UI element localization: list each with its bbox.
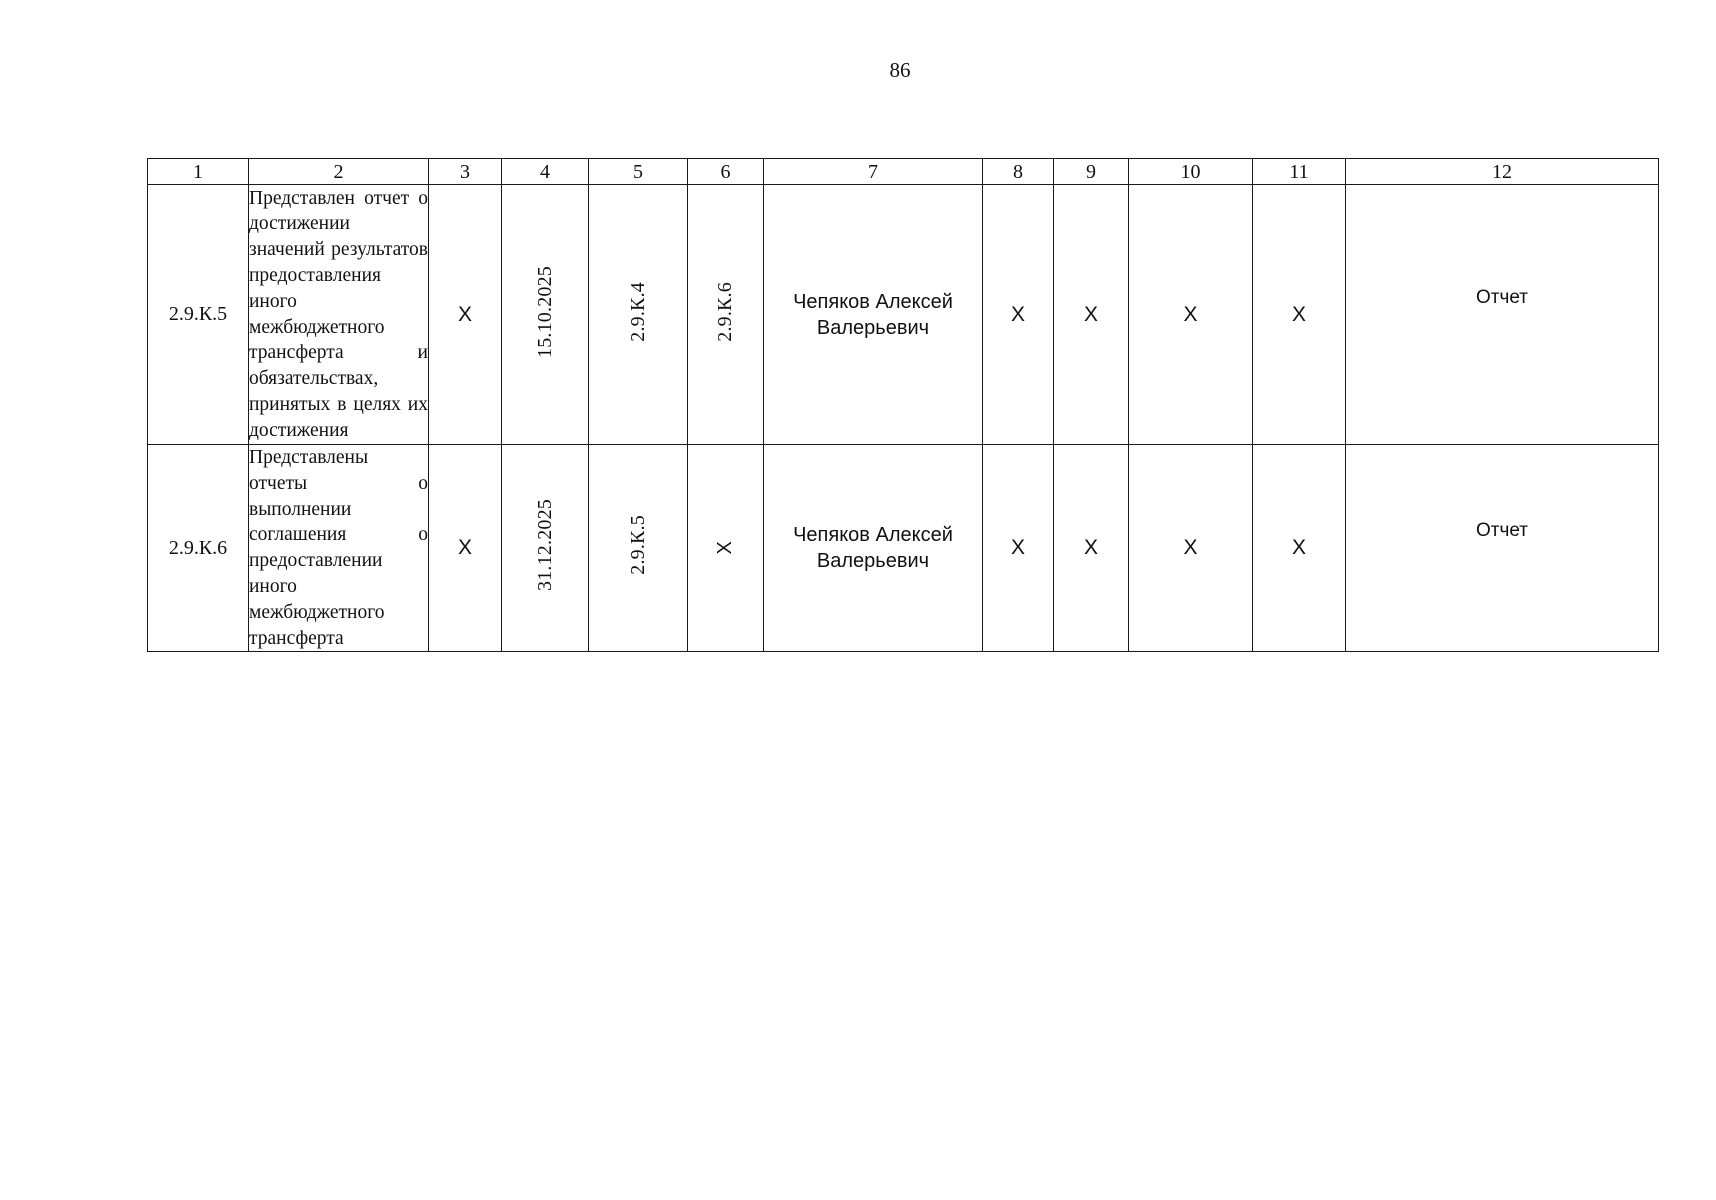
table-row bbox=[148, 185, 1659, 445]
description-text: Представлен отчет о достижении значений результатов предоставления иного межбюджетного трансферта и обязательствах, принятых в целях их достижения bbox=[249, 187, 428, 441]
page-number: 86 bbox=[889, 58, 911, 82]
table-row bbox=[148, 445, 1659, 652]
column-number: 1 bbox=[148, 159, 249, 185]
date-cell bbox=[502, 185, 589, 445]
date-cell bbox=[502, 445, 589, 652]
x-mark: Х bbox=[1253, 445, 1346, 652]
x-mark: Х bbox=[429, 185, 502, 445]
column-number: 2 bbox=[249, 159, 429, 185]
column-number: 5 bbox=[589, 159, 688, 185]
description-text: Представлены отчеты о выполнении соглашения о предоставлении иного межбюджетного трансферта bbox=[249, 447, 428, 649]
responsible-person: Чепяков Алексей Валерьевич bbox=[764, 445, 983, 652]
responsible-person: Чепяков Алексей Валерьевич bbox=[764, 185, 983, 445]
predecessor-code: 2.9.К.5 bbox=[626, 515, 649, 576]
successor-cell bbox=[688, 185, 764, 445]
successor-code: Х bbox=[714, 540, 736, 555]
x-mark: Х bbox=[983, 445, 1054, 652]
plan-table bbox=[147, 158, 1659, 652]
column-number-row bbox=[148, 159, 1659, 185]
x-mark: Х bbox=[983, 185, 1054, 445]
due-date: 31.12.2025 bbox=[533, 499, 556, 592]
predecessor-code: 2.9.К.4 bbox=[626, 281, 649, 342]
predecessor-cell bbox=[589, 445, 688, 652]
x-mark: Х bbox=[1129, 185, 1253, 445]
column-number: 9 bbox=[1054, 159, 1129, 185]
column-number: 8 bbox=[983, 159, 1054, 185]
result-document-cell bbox=[1346, 185, 1659, 445]
control-point-description bbox=[249, 445, 429, 652]
column-number: 6 bbox=[688, 159, 764, 185]
column-number: 4 bbox=[502, 159, 589, 185]
control-point-code: 2.9.К.5 bbox=[148, 185, 249, 445]
column-number: 11 bbox=[1253, 159, 1346, 185]
predecessor-cell bbox=[589, 185, 688, 445]
column-number: 7 bbox=[764, 159, 983, 185]
x-mark: Х bbox=[1054, 445, 1129, 652]
x-mark: Х bbox=[1253, 185, 1346, 445]
result-document-cell bbox=[1346, 445, 1659, 652]
successor-cell bbox=[688, 445, 764, 652]
due-date: 15.10.2025 bbox=[533, 265, 556, 358]
column-number: 10 bbox=[1129, 159, 1253, 185]
x-mark: Х bbox=[1054, 185, 1129, 445]
column-number: 3 bbox=[429, 159, 502, 185]
column-number: 12 bbox=[1346, 159, 1659, 185]
control-point-description bbox=[249, 185, 429, 445]
result-document: Отчет bbox=[1475, 520, 1529, 542]
control-point-code: 2.9.К.6 bbox=[148, 445, 249, 652]
x-mark: Х bbox=[429, 445, 502, 652]
x-mark: Х bbox=[1129, 445, 1253, 652]
result-document: Отчет bbox=[1475, 286, 1529, 308]
successor-code: 2.9.К.6 bbox=[714, 281, 736, 342]
